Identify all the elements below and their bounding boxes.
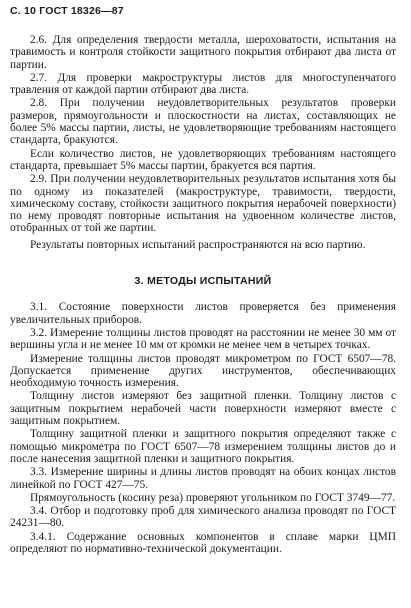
- running-header: С. 10 ГОСТ 18326—87: [10, 5, 124, 17]
- clause-2-8: 2.8. При получении неудовлетворительных результатов проверки размеров, прямоугольности и плоскостности на листах, составляющих не более 5% массы партии, листы, не удовлетворяющие требованиям настоящего стандарта, бракуются.: [10, 97, 396, 147]
- clause-3-2-film: Толщину листов измеряют без защитной пленки. Толщину листов с защитным покрытием нерабочей части поверхности измеряют вместе с защитным покрытием.: [10, 390, 396, 428]
- clause-2-9-continuation: Результаты повторных испытаний распространяются на всю партию.: [30, 238, 366, 251]
- clause-3-1: 3.1. Состояние поверхности листов проверяется без применения увеличительных приборов.: [10, 301, 396, 326]
- clause-2-7: 2.7. Для проверки макроструктуры листов для многоступенчатого травления от каждой партии отбирают два листа.: [10, 71, 396, 97]
- clause-2-9: 2.9. При получении неудовлетворительных результатов испытания хотя бы по одному из показателей (макроструктуре, травимости, твердости, химическому составу, стойкости защитного покрытия нерабочей поверхности) по нему проводят повторные испытания на удвоенном количестве листов, отобранных от той же партии.: [10, 173, 396, 235]
- clause-3-2: 3.2. Измерение толщины листов проводят на расстоянии не менее 30 мм от вершины угла и не менее 10 мм от кромки не менее чем в четырех точках.: [10, 326, 396, 352]
- clause-3-3: 3.3. Измерение ширины и длины листов проводят на обоих концах листов линейкой по ГОСТ 427—75.: [10, 466, 396, 491]
- clause-2-6: 2.6. Для определения твердости металла, шероховатости, испытания на травимость и контроля стойкости защитного покрытия отбирают два листа от партии.: [10, 34, 396, 71]
- clause-3-2-coating: Толщину защитной пленки и защитного покрытия определяют также с помощью микрометра по ГОСТ 6507—78 измерением толщины листов до и после нанесения защитной пленки и защитного покрытия.: [10, 428, 396, 465]
- page-body: [10, 34, 396, 556]
- section-title: 3. МЕТОДЫ ИСПЫТАНИЙ: [134, 275, 272, 288]
- clause-3-4: 3.4. Отбор и подготовку проб для химического анализа проводят по ГОСТ 24231—80.: [10, 505, 396, 530]
- clause-2-8-continuation: Если количество листов, не удовлетворяющих требованиям настоящего стандарта, превышает 5% массы партии, бракуется вся партия.: [10, 147, 396, 172]
- clause-3-4-1: 3.4.1. Содержание основных компонентов в сплаве марки ЦМП определяют по нормативно-технической документации.: [10, 530, 396, 555]
- clause-3-3-squareness: Прямоугольность (косину реза) проверяют угольником по ГОСТ 3749—77.: [30, 491, 396, 504]
- clause-3-2-micrometer: Измерение толщины листов проводят микрометром по ГОСТ 6507—78. Допускается применение других инструментов, обеспечивающих необходимую точность измерения.: [10, 352, 396, 390]
